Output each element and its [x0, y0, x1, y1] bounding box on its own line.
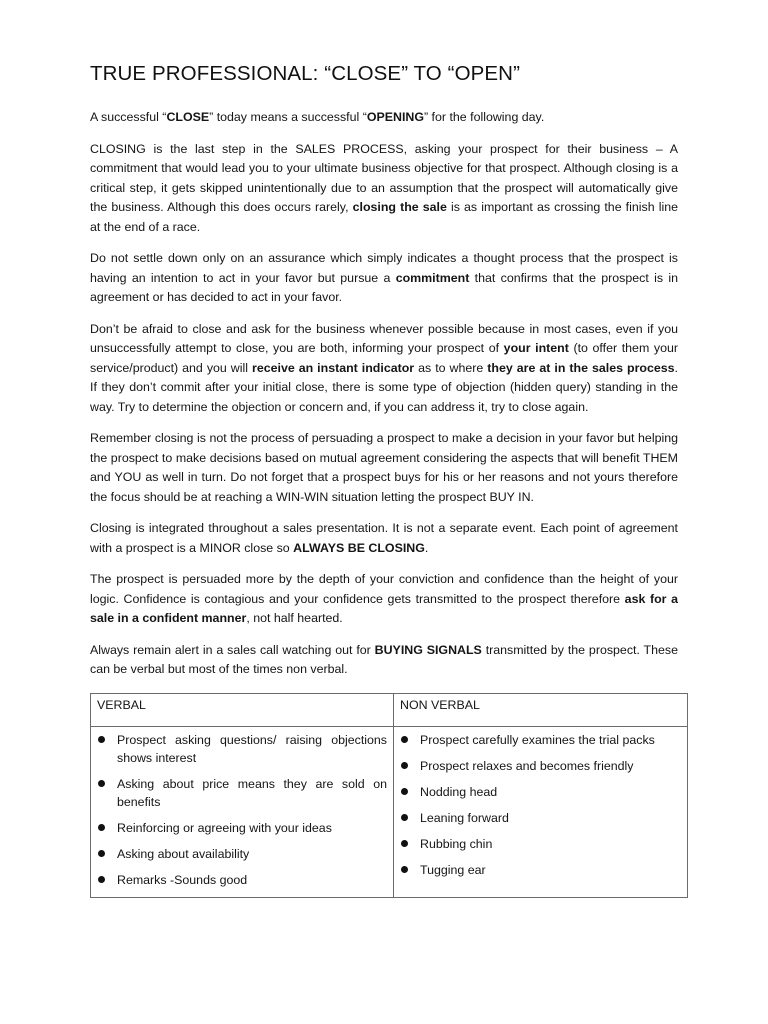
list-item-text: Leaning forward — [420, 810, 509, 825]
bullet-icon — [401, 866, 408, 873]
text-run: transmitted by the prospect. These can be verbal but most of the times non verbal. — [90, 642, 678, 676]
paragraph-commitment — [90, 249, 678, 308]
bold-text: commitment — [395, 270, 470, 285]
list-item — [97, 775, 387, 811]
text-run: , not half hearted. — [246, 611, 343, 625]
list-item-text: Nodding head — [420, 784, 498, 799]
paragraph-intro — [90, 108, 678, 128]
column-header-non-verbal: NON VERBAL — [394, 693, 688, 726]
table-row — [91, 726, 688, 897]
text-run: Don’t be afraid to close and ask for the business whenever possible because in most cases, even if you unsuccessfully attempt to close, you are both, informing your prospect of — [90, 321, 678, 355]
bold-text: your intent — [503, 341, 569, 355]
list-item — [400, 757, 681, 775]
table-header-row — [91, 693, 688, 726]
list-item-text: Asking about availability — [117, 846, 250, 861]
text-run: . If they don’t commit after your initial close, there is some type of objection (hidden query) standing in the way. Try to determine the objection or concern and, if you can address it, try to close again. — [90, 360, 678, 414]
list-item-text: Remarks -Sounds good — [117, 872, 248, 887]
text-run: . — [424, 540, 429, 555]
bullet-icon — [401, 762, 408, 769]
bold-text: OPENING — [366, 110, 424, 124]
list-item — [400, 861, 681, 879]
text-run: is as important as crossing the finish line at the end of a race. — [90, 200, 678, 234]
bullet-icon — [401, 814, 408, 821]
text-run: Closing is integrated throughout a sales presentation. It is not a separate event. Each point of agreement with a prospect is a MINOR close so — [90, 521, 678, 555]
text-run: that confirms that the prospect is in agreement or has decided to act in your favor. — [90, 270, 678, 304]
non-verbal-signals-list — [400, 731, 681, 879]
paragraph-always-be-closing — [90, 519, 678, 558]
list-item-text: Reinforcing or agreeing with your ideas — [117, 820, 332, 835]
text-run: CLOSING is the last step in the SALES PROCESS, asking your prospect for their business – A commitment that would lead you to your ultimate business objective for that prospect. Although closing is a critical step, it gets skipped unintentionally due to an assumption that the prospect will automatically give the business. Although this does occurs rarely, — [90, 141, 678, 214]
bold-text: receive an instant indicator — [252, 360, 415, 375]
bullet-icon — [401, 736, 408, 743]
list-item — [97, 871, 387, 889]
list-item — [400, 835, 681, 853]
list-item-text: Prospect relaxes and becomes friendly — [420, 758, 634, 773]
bullet-icon — [98, 876, 105, 883]
list-item — [97, 845, 387, 863]
list-item — [400, 783, 681, 801]
buying-signals-table — [90, 693, 688, 898]
text-run: (to offer them your service/product) and you will — [90, 341, 678, 375]
text-run: ” for the following day. — [423, 110, 545, 124]
non-verbal-signals-cell — [394, 726, 688, 897]
paragraph-win-win: Remember closing is not the process of persuading a prospect to make a decision in your favor but helping the prospect to make decisions based on mutual agreement considering the aspects that will benefit THEM and YOU as well in turn. Do not forget that a prospect buys for his or her reasons and not yours therefore the focus should be at reaching a WIN-WIN situation letting the prospect BUY IN. — [90, 431, 678, 504]
verbal-signals-cell — [91, 726, 394, 897]
paragraph-buying-signals — [90, 641, 678, 680]
text-run: The prospect is persuaded more by the depth of your conviction and confidence than the height of your logic. Confidence is contagious and your confidence gets transmitted to the prospect therefore — [90, 572, 678, 606]
bold-text: ask for a sale in a confident manner — [90, 591, 678, 625]
list-item-text: Tugging ear — [420, 862, 486, 877]
bold-text: CLOSE — [166, 110, 210, 124]
list-item — [400, 809, 681, 827]
bullet-icon — [401, 788, 408, 795]
verbal-signals-list — [97, 731, 387, 889]
list-item — [400, 731, 681, 749]
bullet-icon — [401, 840, 408, 847]
bold-text: they are at in the sales process — [487, 360, 675, 375]
bullet-icon — [98, 824, 105, 831]
text-run: ” today means a successful “ — [209, 110, 367, 124]
bullet-icon — [98, 780, 105, 787]
bullet-icon — [98, 850, 105, 857]
paragraph-closing-definition — [90, 140, 678, 238]
paragraph-ask-for-business — [90, 320, 678, 418]
column-header-verbal: VERBAL — [91, 693, 394, 726]
text-run: A successful “ — [90, 110, 167, 124]
paragraph-confidence — [90, 570, 678, 629]
list-item-text: Rubbing chin — [420, 836, 493, 851]
list-item — [97, 819, 387, 837]
bold-text: ALWAYS BE CLOSING — [293, 540, 425, 555]
bold-text: BUYING SIGNALS — [374, 642, 482, 657]
text-run: Do not settle down only on an assurance which simply indicates a thought process that the prospect is having an intention to act in your favor but pursue a — [90, 251, 678, 285]
bullet-icon — [98, 736, 105, 743]
document-body — [90, 62, 678, 898]
page-title: TRUE PROFESSIONAL: “CLOSE” TO “OPEN” — [90, 62, 520, 85]
list-item-text: Prospect asking questions/ raising objections shows interest — [117, 732, 387, 765]
list-item-text: Prospect carefully examines the trial packs — [420, 732, 655, 747]
list-item-text: Asking about price means they are sold on benefits — [117, 776, 387, 809]
text-run: as to where — [414, 360, 488, 375]
list-item — [97, 731, 387, 767]
bold-text: closing the sale — [352, 200, 447, 214]
text-run: Always remain alert in a sales call watching out for — [90, 642, 375, 657]
